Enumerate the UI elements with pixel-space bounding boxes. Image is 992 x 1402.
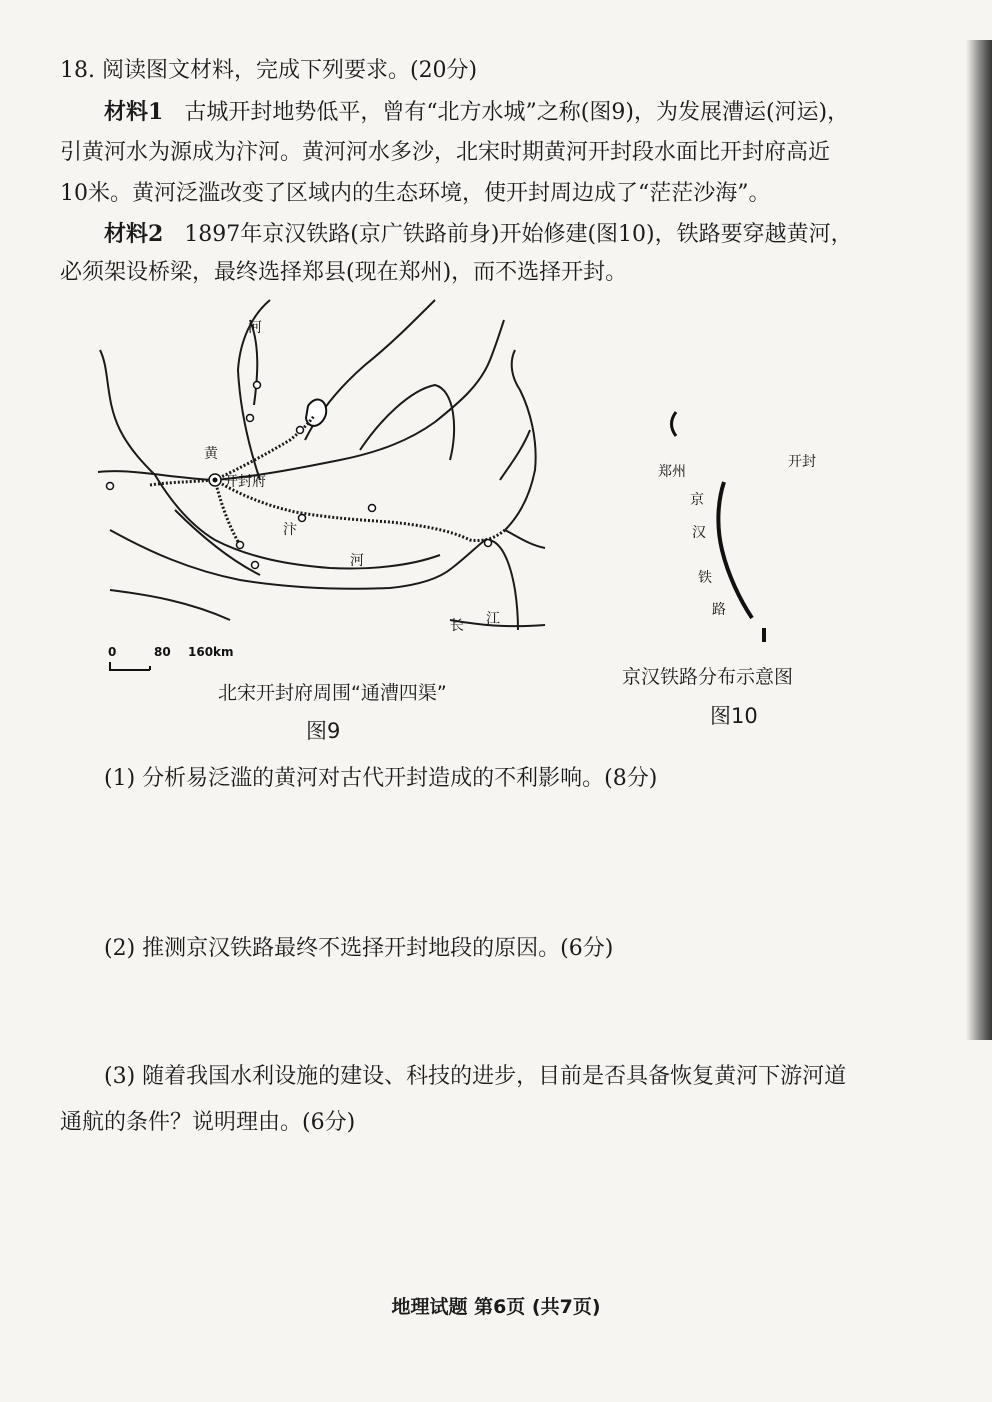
city-kaifengfu-dot <box>213 478 218 483</box>
material1-label: 材料1 <box>104 99 164 125</box>
material1-line1 <box>104 97 849 128</box>
railway-top-tick <box>672 412 677 436</box>
label-he-top: 河 <box>248 320 262 336</box>
label-kaifeng: 开封 <box>788 454 816 470</box>
city-marker-8 <box>485 540 492 547</box>
city-marker-7 <box>369 505 376 512</box>
lake-north <box>306 400 326 426</box>
river-east-2 <box>500 430 530 480</box>
figure9-caption: 北宋开封府周围“通漕四渠” <box>218 682 447 704</box>
city-marker-1 <box>254 382 261 389</box>
river-south-4 <box>110 590 230 620</box>
material2-text1: 1897年京汉铁路(京广铁路前身)开始修建(图10)，铁路要穿越黄河， <box>184 222 853 247</box>
label-kaifengfu: 开封府 <box>224 474 266 490</box>
label-huang: 黄 <box>204 446 218 462</box>
river-east <box>505 350 536 530</box>
river-southeast <box>452 540 518 630</box>
figure10-map <box>640 400 840 650</box>
river-far-east <box>505 530 545 548</box>
city-marker-3 <box>107 483 114 490</box>
river-west-upper <box>100 350 155 475</box>
city-marker-4 <box>237 542 244 549</box>
scale-zero: 0 <box>108 645 117 659</box>
river-east-arc <box>360 385 454 460</box>
label-zhengzhou: 郑州 <box>658 464 686 480</box>
city-marker-5 <box>252 562 259 569</box>
figure10-caption: 京汉铁路分布示意图 <box>622 666 794 688</box>
subquestion-3-line1: (3) 随着我国水利设施的建设、科技的进步，目前是否具备恢复黄河下游河道 <box>104 1064 847 1089</box>
question-header: 18. 阅读图文材料，完成下列要求。(20分) <box>60 58 478 83</box>
river-south-1 <box>110 530 452 589</box>
yellow-river <box>98 320 504 480</box>
material2-line2: 必须架设桥梁，最终选择郑县(现在郑州)，而不选择开封。 <box>60 260 628 285</box>
material1-line3: 10米。黄河泛滥改变了区域内的生态环境，使开封周边成了“茫茫沙海”。 <box>60 181 771 206</box>
material1-line2: 引黄河水为源成为汴河。黄河河水多沙，北宋时期黄河开封段水面比开封府高近 <box>60 140 831 165</box>
subquestion-3-line2: 通航的条件？说明理由。(6分) <box>60 1110 356 1135</box>
city-marker-6 <box>297 427 304 434</box>
figure9-map <box>90 290 570 675</box>
label-he-bottom: 河 <box>350 553 364 569</box>
scale-end: 160km <box>188 645 234 659</box>
page-footer: 地理试题 第6页 (共7页) <box>391 1296 601 1318</box>
figure10-label: 图10 <box>710 704 758 728</box>
label-jing: 京 <box>690 492 704 508</box>
material2-label: 材料2 <box>104 221 164 247</box>
label-han: 汉 <box>692 525 706 541</box>
city-marker-2 <box>247 415 254 422</box>
scale-bar <box>108 645 234 670</box>
label-jiang: 江 <box>486 611 500 627</box>
figure9-label: 图9 <box>306 719 341 743</box>
subquestion-2: (2) 推测京汉铁路最终不选择开封地段的原因。(6分) <box>104 936 614 961</box>
material2-line1 <box>104 219 853 250</box>
label-lu: 路 <box>712 602 726 618</box>
canal-northeast <box>215 416 314 480</box>
scale-mid: 80 <box>154 645 171 659</box>
label-chang: 长 <box>450 618 464 634</box>
scan-edge-shadow <box>966 40 992 1040</box>
railway-line <box>718 482 752 618</box>
subquestion-1: (1) 分析易泛滥的黄河对古代开封造成的不利影响。(8分) <box>104 766 658 791</box>
city-marker-9 <box>299 515 306 522</box>
label-tie: 铁 <box>698 570 712 586</box>
label-bian: 汴 <box>283 522 297 538</box>
material1-text1: 古城开封地势低平，曾有“北方水城”之称(图9)，为发展漕运(河运)， <box>184 100 850 125</box>
